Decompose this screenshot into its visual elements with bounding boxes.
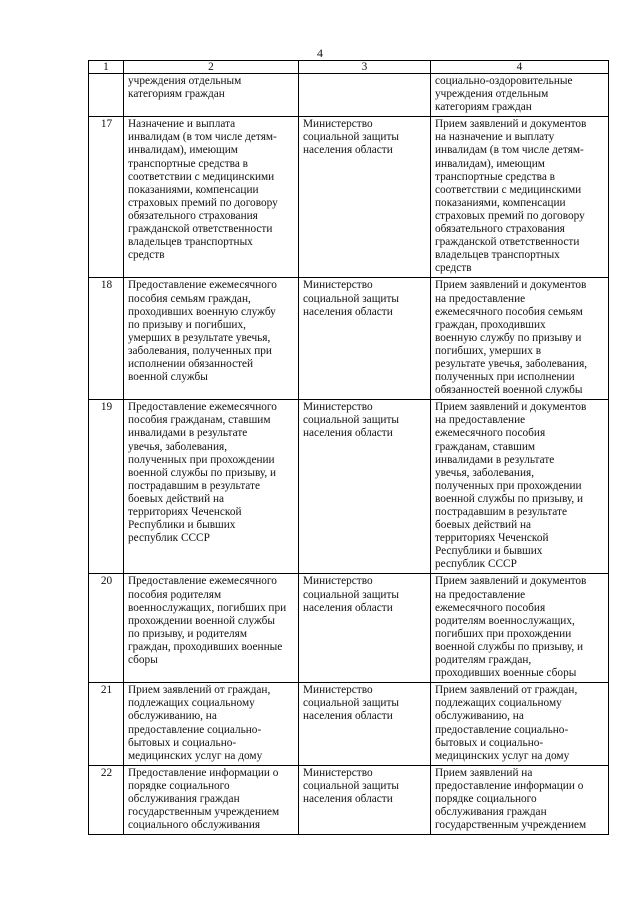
service-name: Прием заявлений от граждан, подлежащих социальному обслуживанию, на предоставление социально- бытовых и социально- медицинских услуг на дому <box>128 684 271 762</box>
table-row <box>89 117 609 278</box>
procedure-text: Прием заявлений и документов на предоставление ежемесячного пособия гражданам, ставшим инвалидами в результате увечья, заболевания, полученных при прохождении военной службы по призыву, и пострадавшим в результате боевых действий на территориях Чеченской Республики и бывших республик СССР <box>435 401 587 571</box>
responsible-body: Министерство социальной защиты населения области <box>303 279 399 318</box>
row-number <box>89 74 124 117</box>
table-row <box>89 400 609 574</box>
procedure-cell <box>431 574 609 683</box>
service-name-cell <box>124 74 299 117</box>
row-number: 18 <box>89 278 124 400</box>
service-name-cell <box>124 574 299 683</box>
responsible-body-cell <box>299 574 431 683</box>
responsible-body: Министерство социальной защиты населения области <box>303 118 399 157</box>
service-name: Предоставление ежемесячного пособия семьям граждан, проходивших военную службу по призыву и погибших, умерших в результате увечья, заболевания, полученных при исполнении обязанностей военной службы <box>128 279 277 384</box>
table-header-row <box>89 61 609 74</box>
service-name: Предоставление ежемесячного пособия гражданам, ставшим инвалидами в результате увечья, заболевания, полученных при прохождении военной службы по призыву, и пострадавшим в результате боевых действий на территориях Чеченской Республики и бывших республик СССР <box>128 401 277 545</box>
service-name-cell <box>124 278 299 400</box>
column-header-1: 1 <box>89 61 124 74</box>
column-header-2: 2 <box>124 61 299 74</box>
procedure-text: Прием заявлений и документов на назначение и выплату инвалидам (в том числе детям- инвалидам), имеющим транспортные средства в соответствии с медицинскими показаниями, компенсации страховых премий по договору обязательного страхования гражданской ответственности владельцев транспортных средств <box>435 118 587 275</box>
page-number: 4 <box>317 46 323 60</box>
responsible-body: Министерство социальной защиты населения области <box>303 766 399 805</box>
procedure-cell <box>431 683 609 766</box>
row-number: 21 <box>89 683 124 766</box>
service-name-cell <box>124 765 299 834</box>
responsible-body-cell <box>299 765 431 834</box>
service-name: Предоставление информации о порядке социального обслуживания граждан государственным учреждением социального обслуживания <box>128 766 280 832</box>
service-name-cell <box>124 117 299 278</box>
responsible-body-cell <box>299 683 431 766</box>
row-number: 19 <box>89 400 124 574</box>
procedure-text: социально-оздоровительные учреждения отдельным категориям граждан <box>435 75 573 114</box>
responsible-body-cell <box>299 117 431 278</box>
responsible-body: Министерство социальной защиты населения области <box>303 575 399 614</box>
responsible-body-cell <box>299 278 431 400</box>
procedure-text: Прием заявлений и документов на предоставление ежемесячного пособия родителям военнослужащих, погибших при прохождении военной службы по призыву, и родителям граждан, проходивших военные сборы <box>435 575 587 680</box>
procedure-cell <box>431 765 609 834</box>
row-number: 20 <box>89 574 124 683</box>
service-name: Предоставление ежемесячного пособия родителям военнослужащих, погибших при прохождении военной службы по призыву, и родителям граждан, проходивших военные сборы <box>128 575 287 667</box>
procedure-text: Прием заявлений на предоставление информации о порядке социального обслуживания граждан государственным учреждением <box>435 766 587 832</box>
service-name: учреждения отдельным категориям граждан <box>128 75 242 101</box>
procedure-cell <box>431 74 609 117</box>
responsible-body: Министерство социальной защиты населения области <box>303 684 399 723</box>
procedure-cell <box>431 400 609 574</box>
table-row <box>89 74 609 117</box>
column-header-4: 4 <box>431 61 609 74</box>
service-name-cell <box>124 683 299 766</box>
table-row <box>89 683 609 766</box>
responsible-body: Министерство социальной защиты населения области <box>303 401 399 440</box>
responsible-body-cell <box>299 74 431 117</box>
procedure-cell <box>431 117 609 278</box>
procedure-cell <box>431 278 609 400</box>
row-number: 22 <box>89 765 124 834</box>
service-name-cell <box>124 400 299 574</box>
table-row <box>89 765 609 834</box>
row-number: 17 <box>89 117 124 278</box>
procedure-text: Прием заявлений и документов на предоставление ежемесячного пособия семьям граждан, проходивших военную службу по призыву и погибших, умерших в результате увечья, заболевания, полученных при исполнении обязанностей военной службы <box>435 279 588 397</box>
column-header-3: 3 <box>299 61 431 74</box>
table-row <box>89 278 609 400</box>
services-table <box>88 60 609 835</box>
procedure-text: Прием заявлений от граждан, подлежащих социальному обслуживанию, на предоставление социально- бытовых и социально- медицинских услуг на дому <box>435 684 578 762</box>
responsible-body-cell <box>299 400 431 574</box>
service-name: Назначение и выплата инвалидам (в том числе детям- инвалидам), имеющим транспортные средства в соответствии с медицинскими показаниями, компенсации страховых премий по договору обязательного страхования гражданской ответственности владельцев транспортных средств <box>128 118 278 262</box>
table-row <box>89 574 609 683</box>
